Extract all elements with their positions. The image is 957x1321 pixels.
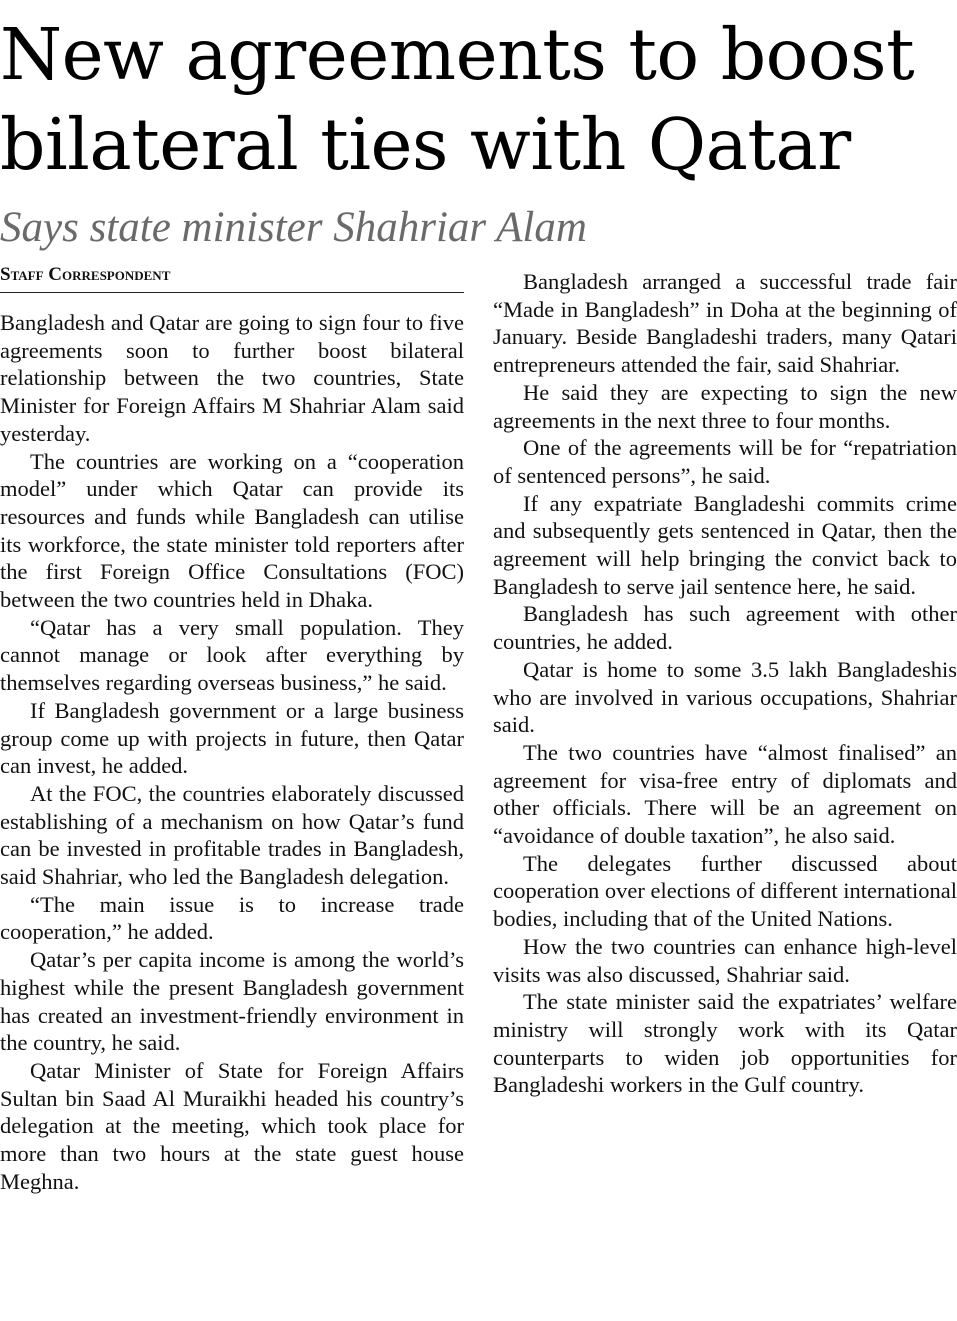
paragraph: He said they are expecting to sign the new agreements in the next three to four months. bbox=[493, 379, 957, 433]
headline-line-2: bilateral ties with Qatar bbox=[0, 103, 851, 186]
right-column bbox=[493, 268, 957, 1099]
headline-line-1: New agreements to boost bbox=[0, 13, 915, 96]
paragraph: Bangladesh and Qatar are going to sign four to five agreements soon to further boost bilateral relationship between the two countries, State Minister for Foreign Affairs M Shahriar Alam said yesterday. bbox=[0, 310, 464, 446]
left-column bbox=[0, 309, 464, 1196]
paragraph: If Bangladesh government or a large business group come up with projects in future, then Qatar can invest, he added. bbox=[0, 697, 464, 779]
paragraph: The state minister said the expatriates’ welfare ministry will strongly work with its Qatar counterparts to widen job opportunities for Bangladeshi workers in the Gulf country. bbox=[493, 989, 957, 1098]
paragraph: “The main issue is to increase trade cooperation,” he added. bbox=[0, 891, 464, 945]
byline: Staff Correspondent bbox=[0, 262, 464, 293]
paragraph: At the FOC, the countries elaborately discussed establishing of a mechanism on how Qatar’s fund can be invested in profitable trades in Bangladesh, said Shahriar, who led the Bangladesh delegation. bbox=[0, 780, 464, 890]
paragraph: How the two countries can enhance high-level visits was also discussed, Shahriar said. bbox=[493, 933, 957, 987]
paragraph: Qatar is home to some 3.5 lakh Bangladeshis who are involved in various occupations, Shahriar said. bbox=[493, 656, 957, 738]
paragraph: Qatar Minister of State for Foreign Affairs Sultan bin Saad Al Muraikhi headed his country’s delegation at the meeting, which took place for more than two hours at the state guest house Meghna. bbox=[0, 1057, 464, 1194]
paragraph: Bangladesh arranged a successful trade fair “Made in Bangladesh” in Doha at the beginning of January. Beside Bangladeshi traders, many Qatari entrepreneurs attended the fair, said Shahriar. bbox=[493, 269, 957, 378]
paragraph: The two countries have “almost finalised” an agreement for visa-free entry of diplomats and other officials. There will be an agreement on “avoidance of double taxation”, he also said. bbox=[493, 739, 957, 849]
paragraph: The delegates further discussed about cooperation over elections of different international bodies, including that of the United Nations. bbox=[493, 850, 957, 932]
headline bbox=[0, 10, 957, 190]
paragraph: “Qatar has a very small population. They cannot manage or look after everything by themselves regarding overseas business,” he said. bbox=[0, 614, 464, 696]
paragraph: Qatar’s per capita income is among the world’s highest while the present Bangladesh government has created an investment-friendly environment in the country, he said. bbox=[0, 947, 464, 1056]
paragraph: If any expatriate Bangladeshi commits crime and subsequently gets sentenced in Qatar, then the agreement will help bringing the convict back to Bangladesh to serve jail sentence here, he said. bbox=[493, 490, 957, 599]
paragraph: The countries are working on a “cooperation model” under which Qatar can provide its resources and funds while Bangladesh can utilise its workforce, the state minister told reporters after the first Foreign Office Consultations (FOC) between the two countries held in Dhaka. bbox=[0, 448, 464, 613]
paragraph: One of the agreements will be for “repatriation of sentenced persons”, he said. bbox=[493, 435, 957, 488]
paragraph: Bangladesh has such agreement with other countries, he added. bbox=[493, 601, 957, 655]
subheadline: Says state minister Shahriar Alam bbox=[0, 204, 587, 251]
